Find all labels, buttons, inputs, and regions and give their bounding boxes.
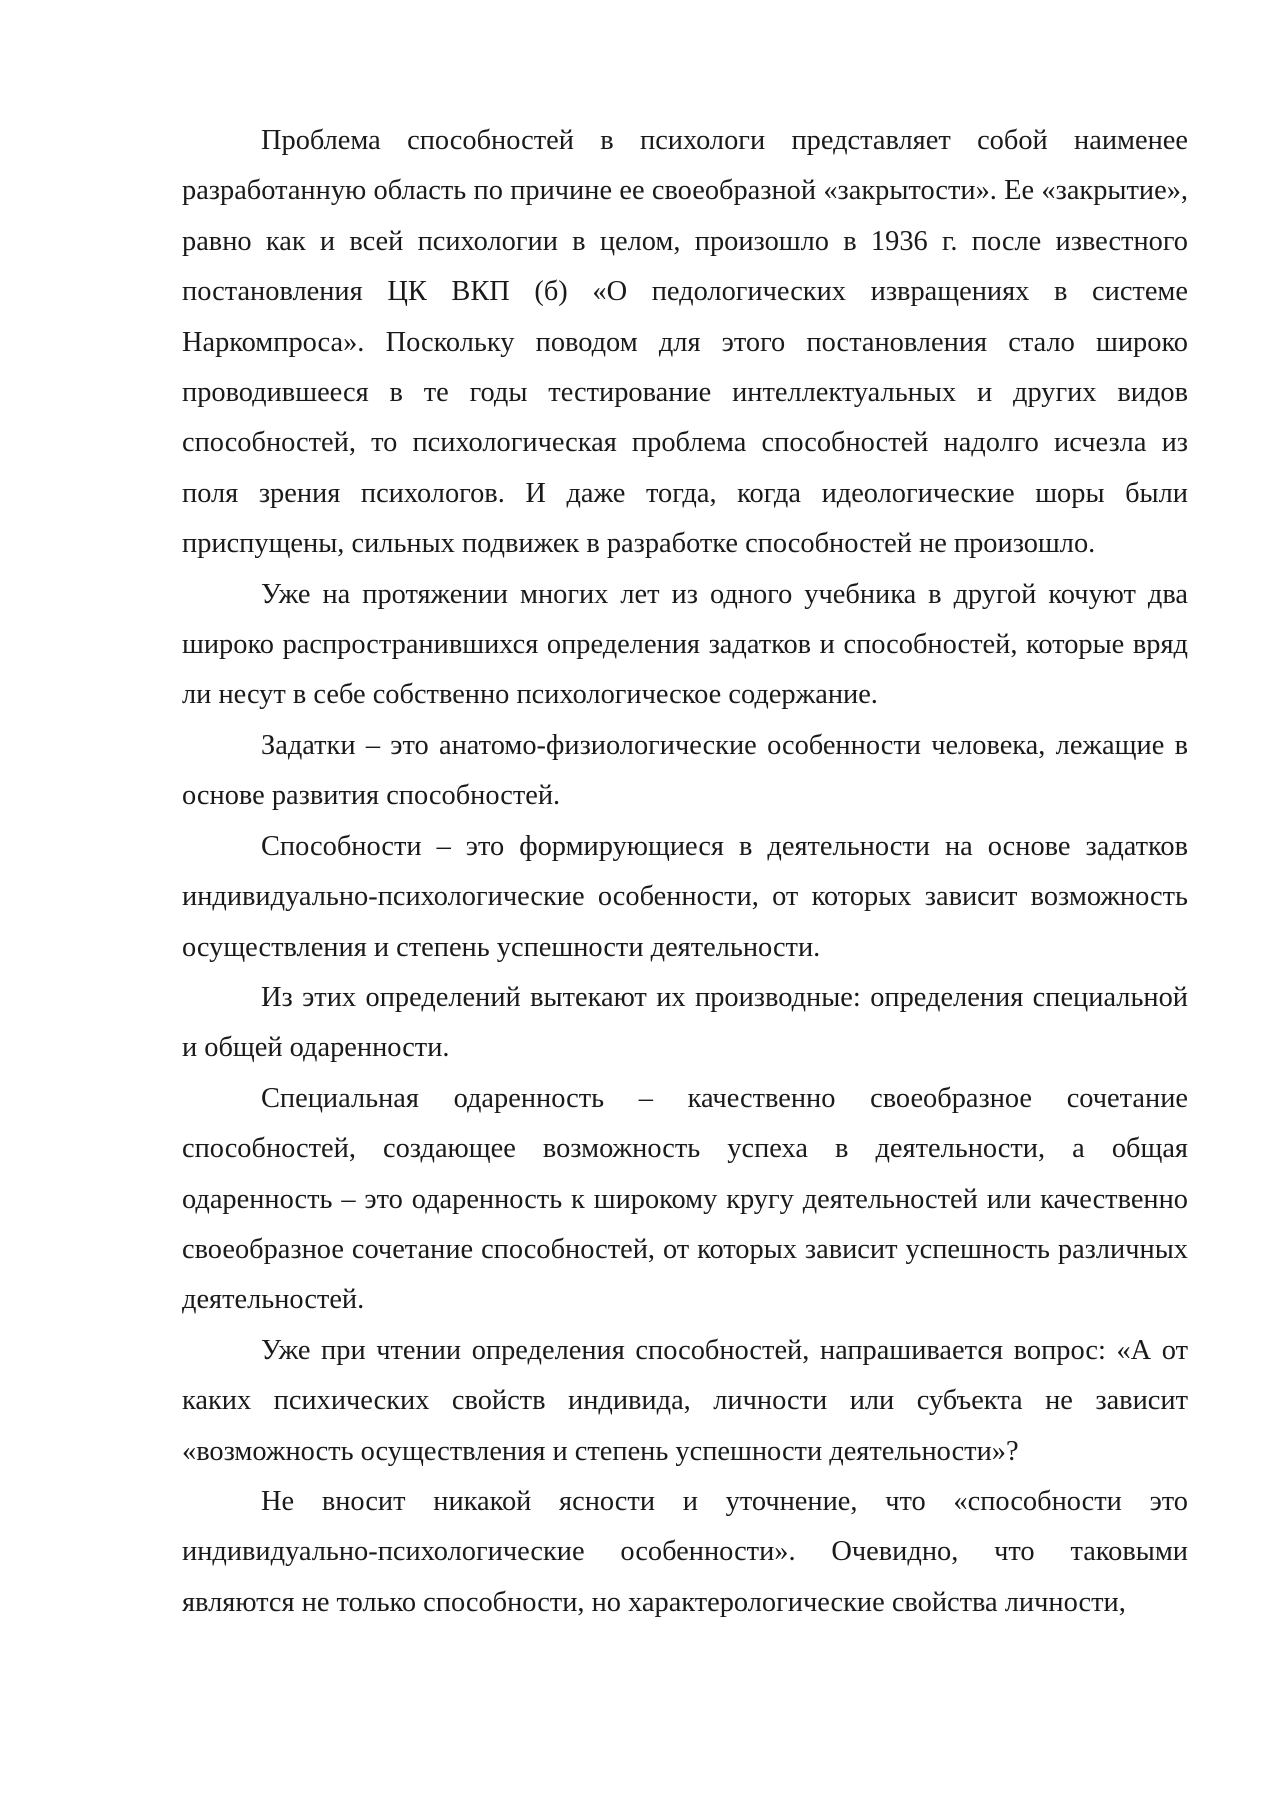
paragraph-4: Способности – это формирующиеся в деятельности на основе задатков индивидуально-психологические особенности, от которых зависит возможность осуществления и степень успешности деятельности. xyxy=(182,830,1188,963)
paragraph-7: Уже при чтении определения способностей, напрашивается вопрос: «А от каких психических свойств индивида, личности или субъекта не зависит «возможность осуществления и степень успешности деятельности»? xyxy=(182,1334,1188,1467)
paragraph-2: Уже на протяжении многих лет из одного учебника в другой кочуют два широко распространившихся определения задатков и способностей, которые вряд ли несут в себе собственно психологическое содержание. xyxy=(182,578,1188,711)
paragraph-1: Проблема способностей в психологи представляет собой наименее разработанную область по причине ее своеобразной «закрытости». Ее «закрытие», равно как и всей психологии в целом, произошло в 1936 г. после известного постановления ЦК ВКП (б) «О педологических извращениях в системе Наркомпроса». Поскольку поводом для этого постановления стало широко проводившееся в те годы тестирование интеллектуальных и других видов способностей, то психологическая проблема способностей надолго исчезла из поля зрения психологов. И даже тогда, когда идеологические шоры были приспущены, сильных подвижек в разработке способностей не произошло. xyxy=(182,125,1188,560)
document-body xyxy=(182,116,1188,1628)
paragraph-3: Задатки – это анатомо-физиологические особенности человека, лежащие в основе развития способностей. xyxy=(182,729,1188,812)
paragraph-8: Не вносит никакой ясности и уточнение, что «способности это индивидуально-психологические особенности». Очевидно, что таковыми являются не только способности, но характерологические свойства личности, xyxy=(182,1485,1188,1618)
paragraph-6: Специальная одаренность – качественно своеобразное сочетание способностей, создающее возможность успеха в деятельности, а общая одаренность – это одаренность к широкому кругу деятельностей или качественно своеобразное сочетание способностей, от которых зависит успешность различных деятельностей. xyxy=(182,1082,1188,1316)
paragraph-5: Из этих определений вытекают их производные: определения специальной и общей одаренности. xyxy=(182,981,1188,1064)
